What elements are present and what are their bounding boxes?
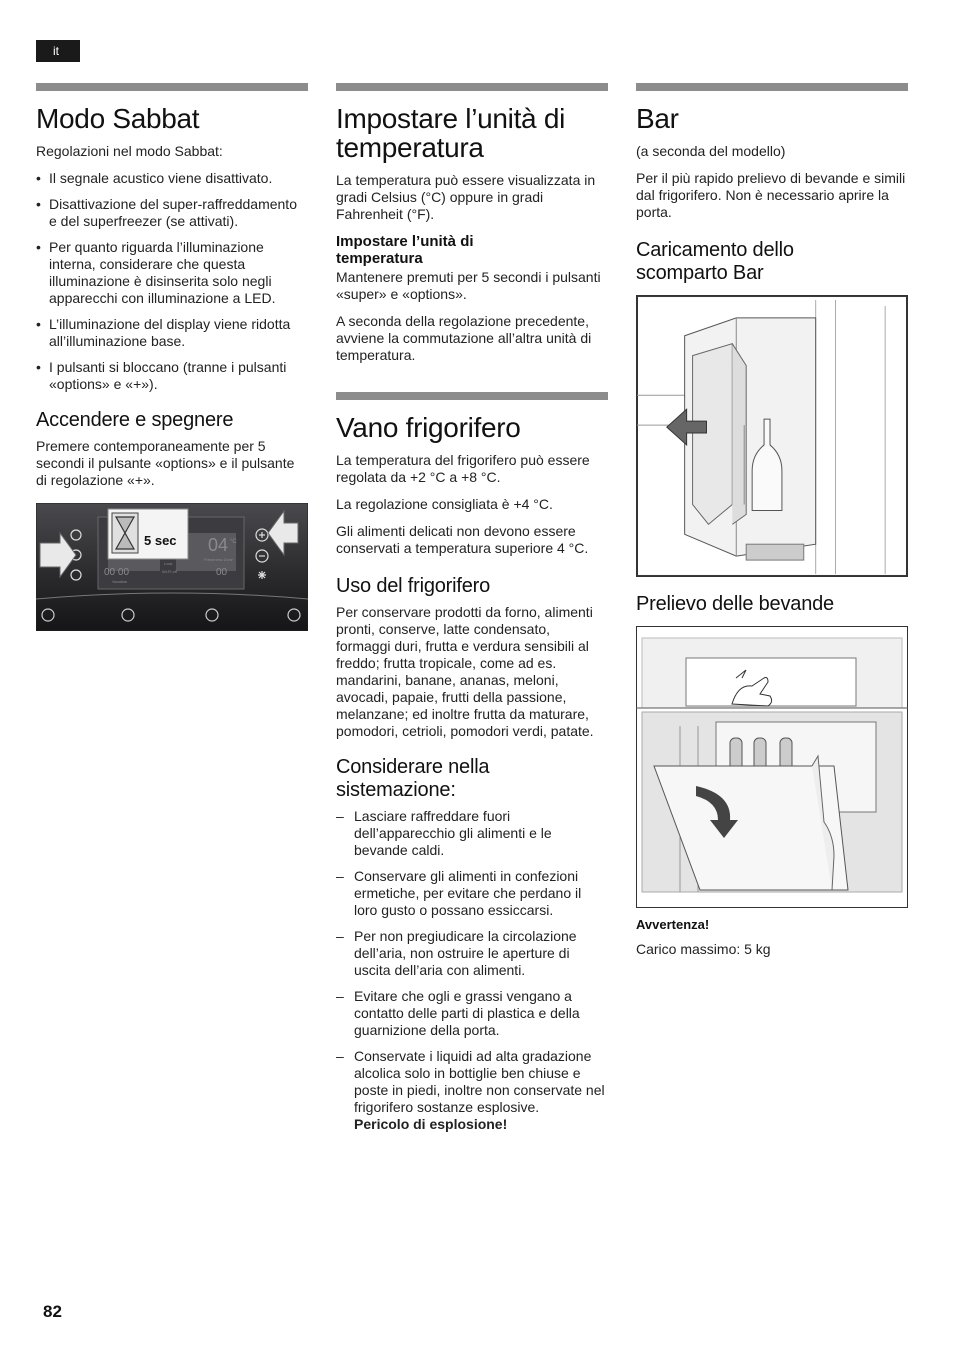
- paragraph: La regolazione consigliata è +4 °C.: [336, 496, 553, 512]
- section-rule: [336, 83, 608, 91]
- panel-label: Lock: [164, 561, 173, 566]
- paragraph: Gli alimenti delicati non devono essere conservati a temperatura superiore 4 °C.: [336, 523, 589, 556]
- paragraph: Mantenere premuti per 5 secondi i pulsanti «super» e «options».: [336, 269, 601, 302]
- danger-warning: Pericolo di esplosione!: [354, 1116, 508, 1132]
- panel-label: Vacation: [112, 579, 128, 584]
- list-item: – Evitare che ogli e grassi vengano a contatto delle parti di plastica e della guarnizione della porta.: [336, 988, 608, 1039]
- section-title-modo-sabbat: Modo Sabbat: [36, 103, 200, 134]
- note-title: Avvertenza!: [636, 917, 710, 932]
- control-panel-figure: [36, 503, 308, 631]
- paragraph: (a seconda del modello): [636, 143, 786, 159]
- paragraph: Per il più rapido prelievo di bevande e simili dal frigorifero. Non è necessario aprire la porta.: [636, 170, 906, 220]
- section-rule: [636, 83, 908, 91]
- drinks-removal-figure: [636, 626, 908, 908]
- page-number: 82: [43, 1302, 62, 1321]
- list-item: – Conservare gli alimenti in confezioni ermetiche, per evitare che perdano il loro gusto o possano essiccarsi.: [336, 868, 608, 919]
- hourglass-icon: [112, 513, 138, 553]
- timer-label: 5 sec: [144, 533, 177, 548]
- section-title-vano-frigorifero: Vano frigorifero: [336, 412, 521, 443]
- panel-label: Wi-Fi off: [162, 569, 177, 574]
- section-rule: [336, 392, 608, 400]
- temp-unit: °C: [230, 539, 237, 545]
- list-item: • Il segnale acustico viene disattivato.: [36, 170, 308, 187]
- freezer-icon[interactable]: [258, 571, 266, 579]
- paragraph: Per conservare prodotti da forno, alimenti pronti, conserve, latte condensato, formaggi duri, frutta e verdura sensibili al freddo; frutta tropicale, come ad es. mandarini, banane, ananas, meloni, avocadi, papaie, frutti della passione, melanzane; ed inoltre frutta da maturare, pomodori, cetrioli, pomodori verdi, patate.: [336, 604, 594, 739]
- paragraph: La temperatura del frigorifero può essere regolata da +2 °C a +8 °C.: [336, 452, 590, 485]
- subsection-title-impostare: Impostare l’unità di temperatura: [336, 233, 474, 267]
- list-item: • I pulsanti si bloccano (tranne i pulsanti «options» e «+»).: [36, 359, 308, 393]
- clock-readout: 00 00: [104, 567, 130, 578]
- subsection-title-prelievo: Prelievo delle bevande: [636, 593, 834, 615]
- paragraph: La temperatura può essere visualizzata in gradi Celsius (°C) oppure in gradi Fahrenheit (°F).: [336, 172, 596, 222]
- bar-loading-figure: [636, 295, 908, 577]
- sabbat-settings-list: [36, 170, 308, 393]
- column-bar: [636, 83, 908, 968]
- note-text: Carico massimo: 5 kg: [636, 941, 771, 957]
- fridge-temp-readout: 04: [208, 535, 229, 555]
- language-tab: it: [36, 40, 80, 62]
- column-temperatura: [336, 83, 608, 1142]
- accendere-text: Premere contemporaneamente per 5 secondi il pulsante «options» e il pulsante di regolazione «+».: [36, 438, 295, 488]
- panel-label: Freshness Zone: [204, 557, 233, 562]
- intro-text: Regolazioni nel modo Sabbat:: [36, 143, 223, 159]
- paragraph: A seconda della regolazione precedente, avviene la commutazione all’altra unità di temperatura.: [336, 313, 592, 363]
- section-title-bar: Bar: [636, 103, 679, 134]
- list-item: – Per non pregiudicare la circolazione dell’aria, non ostruire le aperture di uscita dell’aria con alimenti.: [336, 928, 608, 979]
- subsection-title-caricamento: Caricamento dello scomparto Bar: [636, 239, 794, 284]
- list-item-text: Conservate i liquidi ad alta gradazione alcolica solo in bottiglie ben chiuse e poste in piedi, inoltre non conservate nel frigorifero sostanze esplosive.: [354, 1048, 605, 1115]
- list-item: [336, 1048, 608, 1133]
- subsection-title-uso-frigorifero: Uso del frigorifero: [336, 575, 491, 597]
- storage-tips-list: [336, 808, 608, 1133]
- section-title-unita-temperatura: Impostare l’unità di temperatura: [336, 103, 566, 163]
- list-item: • Per quanto riguarda l’illuminazione interna, considerare che questa illuminazione è disinserita solo negli apparecchi con illuminazione a LED.: [36, 239, 308, 307]
- subsection-title-accendere: Accendere e spegnere: [36, 409, 234, 431]
- subsection-title-considerare: Considerare nella sistemazione:: [336, 756, 490, 801]
- column-modo-sabbat: [36, 83, 308, 631]
- list-item: • Disattivazione del super-raffreddamento e del superfreezer (se attivati).: [36, 196, 308, 230]
- list-item: • L’illuminazione del display viene ridotta all’illuminazione base.: [36, 316, 308, 350]
- section-rule: [36, 83, 308, 91]
- list-item: – Lasciare raffreddare fuori dell’apparecchio gli alimenti e le bevande caldi.: [336, 808, 608, 859]
- freezer-temp-readout: 00: [216, 567, 228, 578]
